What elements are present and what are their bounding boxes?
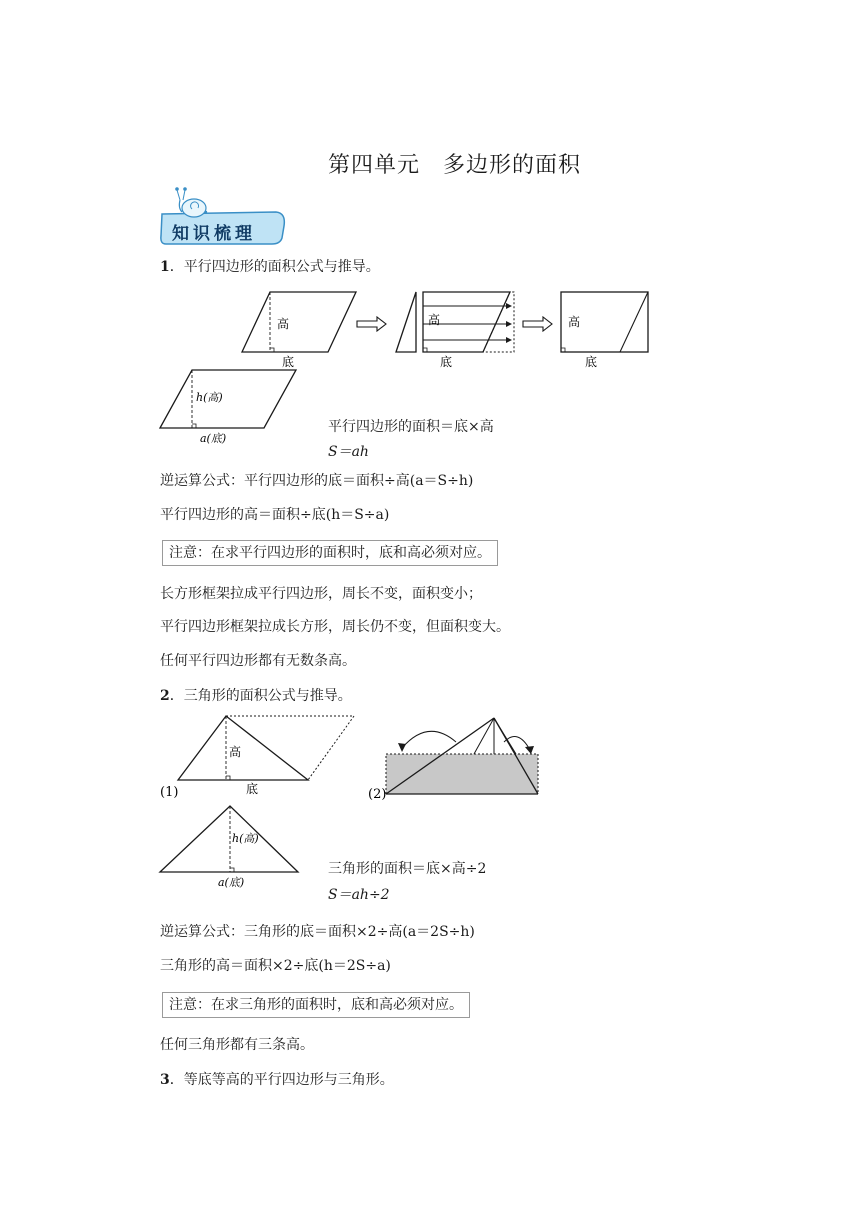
fig1-base-label: 底 bbox=[282, 355, 295, 369]
section1-line2: 平行四边形框架拉成长方形，周长仍不变，但面积变大。 bbox=[160, 619, 510, 635]
section2-heading bbox=[160, 686, 352, 706]
section1-inverse2: 平行四边形的高＝面积÷底(h＝S÷a) bbox=[160, 507, 390, 523]
section2-line1: 任何三角形都有三条高。 bbox=[160, 1037, 314, 1053]
fig3-base-label: 底 bbox=[585, 355, 598, 369]
shaded-rectangle bbox=[386, 754, 538, 794]
section3-heading bbox=[160, 1070, 394, 1090]
a-label: a(底) bbox=[200, 432, 227, 445]
section1-formula-symbol: S＝ah bbox=[328, 444, 369, 460]
section2-inverse1: 逆运算公式：三角形的底＝面积×2÷高(a＝2S÷h) bbox=[160, 924, 475, 940]
section2-inverse2: 三角形的高＝面积×2÷底(h＝2S÷a) bbox=[160, 958, 391, 974]
triangle-derivation-figure-1 bbox=[156, 710, 362, 800]
section3-number: 3 bbox=[160, 1072, 170, 1088]
section2-note: 注意：在求三角形的面积时，底和高必须对应。 bbox=[162, 992, 470, 1018]
triangle-labeled-figure bbox=[156, 800, 306, 892]
section1-inverse1: 逆运算公式：平行四边形的底＝面积÷高(a＝S÷h) bbox=[160, 473, 474, 489]
section1-heading-text: ．平行四边形的面积公式与推导。 bbox=[169, 259, 380, 275]
fig2-base-label: 底 bbox=[440, 355, 453, 369]
fig1-height-label: 高 bbox=[277, 317, 290, 331]
rotate-arrow-icon bbox=[402, 731, 456, 748]
parallelogram-derivation-figure bbox=[230, 286, 660, 372]
section1-heading bbox=[160, 257, 380, 277]
tri1-base-label: 底 bbox=[246, 782, 259, 796]
section1-line1: 长方形框架拉成平行四边形，周长不变，面积变小； bbox=[160, 586, 482, 602]
triangle-shape bbox=[178, 716, 308, 780]
fig2-label: (2) bbox=[368, 787, 387, 800]
section-banner bbox=[158, 186, 288, 248]
section1-note: 注意：在求平行四边形的面积时，底和高必须对应。 bbox=[162, 540, 498, 566]
tri1-height-label: 高 bbox=[229, 745, 242, 759]
section1-formula-text: 平行四边形的面积＝底×高 bbox=[328, 419, 494, 435]
arrow-right-icon bbox=[357, 317, 386, 331]
parallelogram-labeled-figure bbox=[156, 364, 306, 448]
parallelogram-shape bbox=[242, 292, 356, 352]
tri-a-label: a(底) bbox=[218, 876, 245, 889]
section3-heading-text: ．等底等高的平行四边形与三角形。 bbox=[169, 1072, 394, 1088]
section2-number: 2 bbox=[160, 688, 170, 704]
h-label: h(高) bbox=[196, 391, 223, 404]
section1-line3: 任何平行四边形都有无数条高。 bbox=[160, 653, 356, 669]
triangle-derivation-figure-2 bbox=[364, 712, 550, 800]
section1-number: 1 bbox=[160, 259, 170, 275]
arrow-right-icon bbox=[523, 317, 552, 331]
fig3-height-label: 高 bbox=[568, 315, 581, 329]
tri-h-label: h(高) bbox=[232, 832, 259, 845]
fig1-label: (1) bbox=[160, 785, 179, 800]
fig2-height-label: 高 bbox=[428, 313, 441, 327]
page-title: 第四单元 多边形的面积 bbox=[328, 153, 582, 178]
section2-formula-symbol: S＝ah÷2 bbox=[328, 887, 390, 903]
section2-heading-text: ．三角形的面积公式与推导。 bbox=[169, 688, 352, 704]
banner-label: 知识梳理 bbox=[172, 224, 256, 244]
section2-formula-text: 三角形的面积＝底×高÷2 bbox=[328, 861, 487, 877]
